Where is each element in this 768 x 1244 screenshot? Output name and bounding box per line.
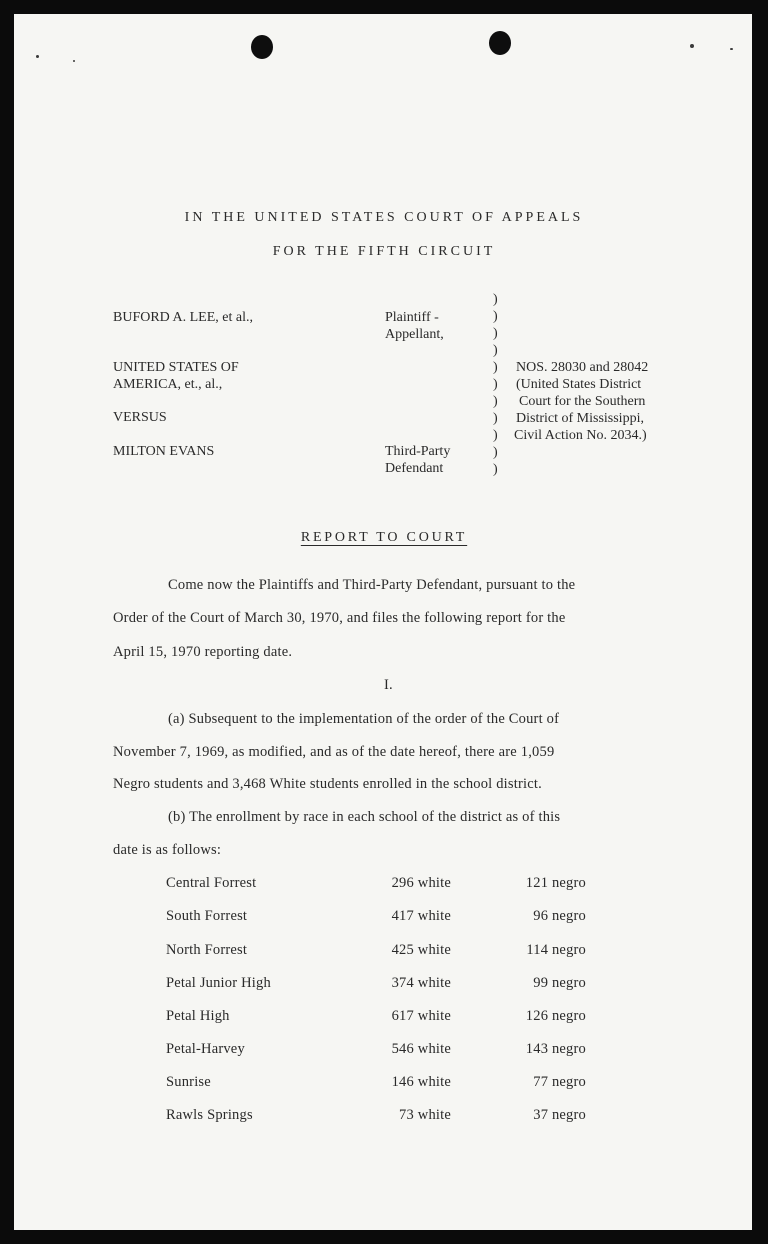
section-number: I. [384,677,393,693]
para-a-line-3: Negro students and 3,468 White students enrolled in the school district. [113,776,542,792]
white-count: 296 white [391,875,451,891]
school-name: Rawls Springs [166,1107,253,1123]
court-name: IN THE UNITED STATES COURT OF APPEALS [184,210,584,225]
speck [690,44,694,48]
court-circuit: FOR THE FIFTH CIRCUIT [272,244,496,259]
negro-count: 126 negro [525,1008,586,1024]
school-name: Petal Junior High [166,975,271,991]
caption-paren: ) [493,428,498,443]
caption-paren: ) [493,445,498,460]
party-3-role-line-1: Third-Party [385,444,451,459]
intro-line-2: Order of the Court of March 30, 1970, and files the following report for the [113,610,566,626]
speck [73,60,75,62]
para-b-line-1: (b) The enrollment by race in each school of the district as of this [168,809,561,825]
caption-paren: ) [493,394,498,409]
white-count: 146 white [391,1074,451,1090]
white-count: 546 white [391,1041,451,1057]
caption-paren: ) [493,462,498,477]
school-name: Petal High [166,1008,230,1024]
versus-label: VERSUS [113,410,167,425]
white-count: 374 white [391,975,451,991]
negro-count: 143 negro [525,1041,586,1057]
caption-paren: ) [493,343,498,358]
speck [730,48,733,50]
case-info-line-4: District of Mississippi, [516,411,644,426]
report-title: REPORT TO COURT [300,530,468,545]
caption-paren: ) [493,411,498,426]
party-3-role-line-2: Defendant [385,461,444,476]
para-a-line-2: November 7, 1969, as modified, and as of the date hereof, there are 1,059 [113,744,555,760]
party-2-name-line-1: UNITED STATES OF [113,360,239,375]
white-count: 73 white [399,1107,451,1123]
intro-line-1: Come now the Plaintiffs and Third-Party Defendant, pursuant to the [168,577,576,593]
case-info-line-3: Court for the Southern [519,394,646,409]
school-name: Sunrise [166,1074,211,1090]
school-name: South Forrest [166,908,248,924]
punch-hole-right [489,31,511,55]
negro-count: 37 negro [533,1107,586,1123]
party-1-name: BUFORD A. LEE, et al., [113,310,253,325]
speck [36,55,39,58]
school-name: North Forrest [166,942,248,958]
party-1-role-line-2: Appellant, [385,327,444,342]
negro-count: 121 negro [525,875,586,891]
party-3-name: MILTON EVANS [113,444,215,459]
caption-paren: ) [493,292,498,307]
school-name: Central Forrest [166,875,257,891]
report-title-wrap [0,528,768,546]
white-count: 417 white [391,908,451,924]
negro-count: 99 negro [533,975,586,991]
case-info-line-1: NOS. 28030 and 28042 [516,360,649,375]
caption-paren: ) [493,360,498,375]
school-name: Petal-Harvey [166,1041,245,1057]
para-a-line-1: (a) Subsequent to the implementation of the order of the Court of [168,711,560,727]
intro-line-3: April 15, 1970 reporting date. [113,644,293,660]
punch-hole-left [251,35,273,59]
negro-count: 96 negro [533,908,586,924]
negro-count: 77 negro [533,1074,586,1090]
caption-paren: ) [493,309,498,324]
case-info-line-2: (United States District [516,377,642,392]
caption-paren: ) [493,377,498,392]
white-count: 425 white [391,942,451,958]
party-1-role-line-1: Plaintiff - [385,310,439,325]
party-2-name-line-2: AMERICA, et., al., [113,377,223,392]
white-count: 617 white [391,1008,451,1024]
negro-count: 114 negro [526,942,586,958]
caption-paren: ) [493,326,498,341]
para-b-line-2: date is as follows: [113,842,222,858]
case-info-line-5: Civil Action No. 2034.) [514,428,647,443]
